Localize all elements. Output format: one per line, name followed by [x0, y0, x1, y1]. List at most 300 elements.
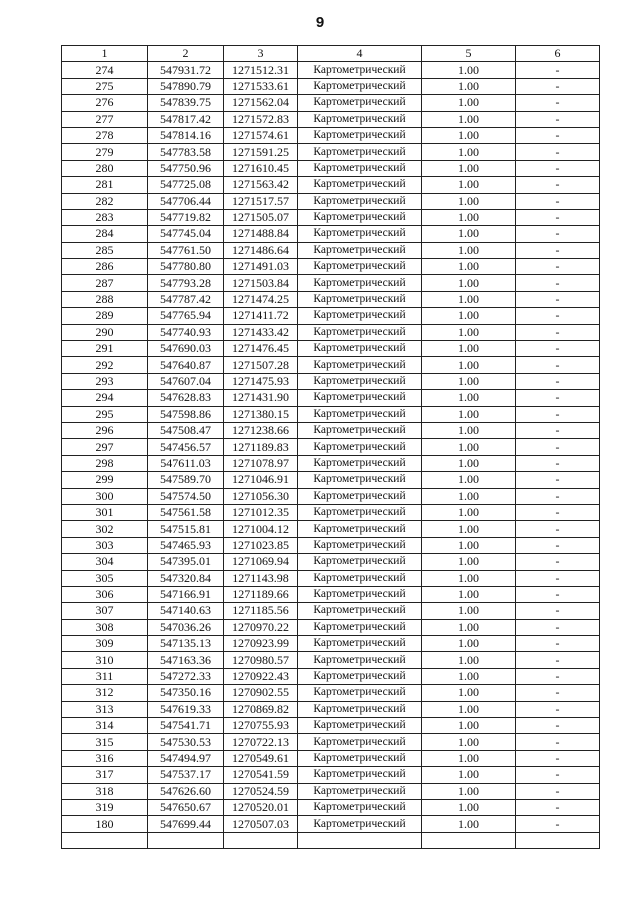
table-cell: Картометрический [298, 242, 422, 258]
table-row [62, 504, 600, 520]
table-cell: 547628.83 [148, 390, 224, 406]
table-cell: 1271562.04 [224, 95, 298, 111]
table-cell: 287 [62, 275, 148, 291]
table-cell: - [516, 455, 600, 471]
table-row [62, 177, 600, 193]
table-cell: Картометрический [298, 78, 422, 94]
table-cell: Картометрический [298, 504, 422, 520]
table-cell: 1.00 [422, 308, 516, 324]
table-cell: 1.00 [422, 783, 516, 799]
table-row [62, 783, 600, 799]
table-row [62, 603, 600, 619]
table-cell: - [516, 390, 600, 406]
table-cell: - [516, 586, 600, 602]
table-cell: - [516, 226, 600, 242]
table-cell: - [516, 521, 600, 537]
table-row [62, 291, 600, 307]
table-cell: 1271189.83 [224, 439, 298, 455]
table-cell: 547611.03 [148, 455, 224, 471]
table-cell: 547135.13 [148, 636, 224, 652]
table-cell: - [516, 422, 600, 438]
table-cell: - [516, 554, 600, 570]
table-cell: 1271572.83 [224, 111, 298, 127]
table-cell: 291 [62, 341, 148, 357]
table-cell: 1271486.64 [224, 242, 298, 258]
table-cell: 1.00 [422, 799, 516, 815]
table-cell: - [516, 160, 600, 176]
table-row [62, 521, 600, 537]
table-cell: 1271056.30 [224, 488, 298, 504]
table-cell: 547561.58 [148, 504, 224, 520]
table-cell: 316 [62, 750, 148, 766]
table-cell: 1270980.57 [224, 652, 298, 668]
table-cell: 547465.93 [148, 537, 224, 553]
table-cell: 547350.16 [148, 685, 224, 701]
table-row [62, 78, 600, 94]
table-cell: 1.00 [422, 406, 516, 422]
table-cell: 1.00 [422, 144, 516, 160]
table-cell: 1.00 [422, 209, 516, 225]
table-cell: 1271563.42 [224, 177, 298, 193]
table-cell: - [516, 472, 600, 488]
table-cell: 296 [62, 422, 148, 438]
table-cell: 305 [62, 570, 148, 586]
table-cell: 1.00 [422, 341, 516, 357]
table-cell: 1270524.59 [224, 783, 298, 799]
table-cell: - [516, 783, 600, 799]
table-cell: - [516, 357, 600, 373]
table-cell: Картометрический [298, 455, 422, 471]
table-cell: - [516, 767, 600, 783]
table-cell: 1270549.61 [224, 750, 298, 766]
table-cell: 547740.93 [148, 324, 224, 340]
table-cell: 1.00 [422, 226, 516, 242]
table-cell: 298 [62, 455, 148, 471]
table-cell: 547719.82 [148, 209, 224, 225]
table-cell: 297 [62, 439, 148, 455]
table-cell: Картометрический [298, 783, 422, 799]
table-cell: 1.00 [422, 816, 516, 832]
table-cell: Картометрический [298, 636, 422, 652]
table-cell: 547140.63 [148, 603, 224, 619]
table-cell: 547626.60 [148, 783, 224, 799]
table-cell: 1.00 [422, 718, 516, 734]
table-cell: 311 [62, 668, 148, 684]
table-cell: 1270722.13 [224, 734, 298, 750]
table-row [62, 144, 600, 160]
table-cell: 1271012.35 [224, 504, 298, 520]
table-cell: - [516, 127, 600, 143]
table-cell: 303 [62, 537, 148, 553]
table-cell: - [516, 734, 600, 750]
table-cell: Картометрический [298, 586, 422, 602]
table-cell: 1.00 [422, 111, 516, 127]
table-cell: Картометрический [298, 357, 422, 373]
table-cell: 1.00 [422, 734, 516, 750]
table-cell: 547598.86 [148, 406, 224, 422]
table-row [62, 341, 600, 357]
table-cell: - [516, 619, 600, 635]
table-row [62, 652, 600, 668]
table-row [62, 259, 600, 275]
table-cell: 547607.04 [148, 373, 224, 389]
table-cell: - [516, 341, 600, 357]
table-cell: 289 [62, 308, 148, 324]
table-cell: 1271431.90 [224, 390, 298, 406]
table-cell: 286 [62, 259, 148, 275]
table-cell: Картометрический [298, 701, 422, 717]
table-cell: Картометрический [298, 734, 422, 750]
table-cell: 1.00 [422, 78, 516, 94]
table-cell: 547537.17 [148, 767, 224, 783]
table-cell: Картометрический [298, 406, 422, 422]
table-cell: 1271517.57 [224, 193, 298, 209]
table-row [62, 390, 600, 406]
table-cell: 547839.75 [148, 95, 224, 111]
column-header: 6 [516, 46, 600, 62]
table-cell: 319 [62, 799, 148, 815]
table-row [62, 439, 600, 455]
table-row [62, 455, 600, 471]
table-cell: 1270507.03 [224, 816, 298, 832]
table-cell: Картометрический [298, 259, 422, 275]
table-cell: 1.00 [422, 373, 516, 389]
table-cell [148, 832, 224, 848]
table-row [62, 570, 600, 586]
table-cell: 1271488.84 [224, 226, 298, 242]
table-cell: 280 [62, 160, 148, 176]
table-cell: 547036.26 [148, 619, 224, 635]
table-cell: 1271238.66 [224, 422, 298, 438]
table-cell: 292 [62, 357, 148, 373]
table-cell: 1271512.31 [224, 62, 298, 78]
column-header: 4 [298, 46, 422, 62]
table-cell: 1271023.85 [224, 537, 298, 553]
table-cell: 1270755.93 [224, 718, 298, 734]
table-cell: Картометрический [298, 799, 422, 815]
table-cell: Картометрический [298, 111, 422, 127]
table-cell: Картометрический [298, 603, 422, 619]
table-row [62, 209, 600, 225]
table-cell: - [516, 750, 600, 766]
table-cell: 309 [62, 636, 148, 652]
table-cell: 1.00 [422, 390, 516, 406]
table-cell: Картометрический [298, 373, 422, 389]
table-cell: - [516, 209, 600, 225]
table-cell: Картометрический [298, 816, 422, 832]
table-cell: Картометрический [298, 160, 422, 176]
table-cell: Картометрический [298, 193, 422, 209]
table-cell: - [516, 111, 600, 127]
table-row [62, 127, 600, 143]
table-cell [298, 832, 422, 848]
table-cell: - [516, 291, 600, 307]
table-cell: 547619.33 [148, 701, 224, 717]
table-cell: - [516, 308, 600, 324]
column-header: 1 [62, 46, 148, 62]
table-cell: 1.00 [422, 472, 516, 488]
table-cell [422, 832, 516, 848]
table-cell: 1271380.15 [224, 406, 298, 422]
table-cell: 1271491.03 [224, 259, 298, 275]
table-row [62, 160, 600, 176]
table-cell: 283 [62, 209, 148, 225]
table-row [62, 357, 600, 373]
table-row [62, 619, 600, 635]
table-cell: 1271591.25 [224, 144, 298, 160]
table-cell: 317 [62, 767, 148, 783]
table-cell: 1.00 [422, 554, 516, 570]
table-cell: 547699.44 [148, 816, 224, 832]
table-cell: 547780.80 [148, 259, 224, 275]
table-row [62, 242, 600, 258]
table-cell: 547530.53 [148, 734, 224, 750]
table-row [62, 734, 600, 750]
table-row [62, 586, 600, 602]
table-cell: 1270923.99 [224, 636, 298, 652]
table-cell: - [516, 406, 600, 422]
table-cell: 1270869.82 [224, 701, 298, 717]
table-cell: Картометрический [298, 767, 422, 783]
table-cell: 299 [62, 472, 148, 488]
table-cell: 1271433.42 [224, 324, 298, 340]
table-cell: 1271069.94 [224, 554, 298, 570]
table-row [62, 308, 600, 324]
table-row [62, 111, 600, 127]
table-cell: 1.00 [422, 193, 516, 209]
table-cell: 1.00 [422, 62, 516, 78]
table-cell: Картометрический [298, 488, 422, 504]
table-cell [62, 832, 148, 848]
table-cell: - [516, 324, 600, 340]
table-cell: 1270520.01 [224, 799, 298, 815]
table-cell: Картометрический [298, 275, 422, 291]
column-header: 2 [148, 46, 224, 62]
table-cell: 1271505.07 [224, 209, 298, 225]
table-cell: 1271574.61 [224, 127, 298, 143]
table-cell: - [516, 603, 600, 619]
table-cell: Картометрический [298, 144, 422, 160]
table-cell: - [516, 95, 600, 111]
table-cell: 275 [62, 78, 148, 94]
table-cell: 1271189.66 [224, 586, 298, 602]
table-cell: - [516, 488, 600, 504]
table-cell: 1270541.59 [224, 767, 298, 783]
table-cell: 547750.96 [148, 160, 224, 176]
table-cell: 1.00 [422, 127, 516, 143]
table-cell: 547765.94 [148, 308, 224, 324]
table-cell: - [516, 439, 600, 455]
table-cell: 1271004.12 [224, 521, 298, 537]
table-cell: 1271533.61 [224, 78, 298, 94]
table-cell: 310 [62, 652, 148, 668]
table-cell: 1.00 [422, 570, 516, 586]
table-cell: - [516, 504, 600, 520]
table-cell: 1271503.84 [224, 275, 298, 291]
table-cell: 547783.58 [148, 144, 224, 160]
table-cell: Картометрический [298, 554, 422, 570]
table-cell: 1.00 [422, 668, 516, 684]
table-cell: - [516, 652, 600, 668]
table-cell: Картометрический [298, 472, 422, 488]
table-cell: 308 [62, 619, 148, 635]
table-cell: 314 [62, 718, 148, 734]
table-cell: Картометрический [298, 127, 422, 143]
table-cell: Картометрический [298, 95, 422, 111]
table-header-row [62, 46, 600, 62]
table-cell: - [516, 373, 600, 389]
table-cell: 288 [62, 291, 148, 307]
table-cell: 547541.71 [148, 718, 224, 734]
table-row [62, 718, 600, 734]
table-cell: 547725.08 [148, 177, 224, 193]
table-cell: 547890.79 [148, 78, 224, 94]
table-cell: 1.00 [422, 701, 516, 717]
table-cell: 1.00 [422, 439, 516, 455]
table-cell: Картометрический [298, 324, 422, 340]
table-cell: 547745.04 [148, 226, 224, 242]
table-cell: 294 [62, 390, 148, 406]
table-cell [224, 832, 298, 848]
table-cell: - [516, 259, 600, 275]
table-cell: Картометрический [298, 537, 422, 553]
table-cell: 547690.03 [148, 341, 224, 357]
table-row [62, 799, 600, 815]
table-cell: 276 [62, 95, 148, 111]
table-cell: 547456.57 [148, 439, 224, 455]
table-row [62, 668, 600, 684]
table-cell: 290 [62, 324, 148, 340]
table-cell: 1.00 [422, 636, 516, 652]
table-cell: 285 [62, 242, 148, 258]
table-cell: 295 [62, 406, 148, 422]
table-cell: 1.00 [422, 291, 516, 307]
table-row [62, 832, 600, 848]
table-cell: Картометрический [298, 521, 422, 537]
table-cell: 547574.50 [148, 488, 224, 504]
table-cell: Картометрический [298, 718, 422, 734]
table-cell: 1271411.72 [224, 308, 298, 324]
table-cell: - [516, 570, 600, 586]
table-cell: 1.00 [422, 488, 516, 504]
table-row [62, 193, 600, 209]
table-cell: 547817.42 [148, 111, 224, 127]
table-row [62, 554, 600, 570]
table-cell: 1.00 [422, 242, 516, 258]
table-cell: 547640.87 [148, 357, 224, 373]
table-cell: Картометрический [298, 341, 422, 357]
table-cell: 277 [62, 111, 148, 127]
table-cell: - [516, 193, 600, 209]
table-cell: 547508.47 [148, 422, 224, 438]
table-cell [516, 832, 600, 848]
table-cell: 180 [62, 816, 148, 832]
table-cell: 547163.36 [148, 652, 224, 668]
table-row [62, 62, 600, 78]
table-cell: Картометрический [298, 62, 422, 78]
table-cell: 312 [62, 685, 148, 701]
table-cell: 284 [62, 226, 148, 242]
table-cell: 547395.01 [148, 554, 224, 570]
table-row [62, 275, 600, 291]
table-cell: 318 [62, 783, 148, 799]
table-row [62, 406, 600, 422]
table-cell: 547494.97 [148, 750, 224, 766]
table-cell: 307 [62, 603, 148, 619]
table-cell: 304 [62, 554, 148, 570]
table-cell: 315 [62, 734, 148, 750]
table-cell: Картометрический [298, 291, 422, 307]
table-cell: - [516, 718, 600, 734]
column-header: 5 [422, 46, 516, 62]
table-row [62, 816, 600, 832]
table-cell: - [516, 537, 600, 553]
table-cell: 1.00 [422, 521, 516, 537]
table-cell: Картометрический [298, 685, 422, 701]
table-cell: - [516, 685, 600, 701]
table-cell: - [516, 275, 600, 291]
table-cell: Картометрический [298, 619, 422, 635]
table-cell: Картометрический [298, 652, 422, 668]
table-cell: 1.00 [422, 504, 516, 520]
table-cell: 547166.91 [148, 586, 224, 602]
table-cell: - [516, 78, 600, 94]
table-cell: 1271610.45 [224, 160, 298, 176]
table-cell: - [516, 242, 600, 258]
table-cell: 547706.44 [148, 193, 224, 209]
table-cell: Картометрический [298, 390, 422, 406]
table-cell: 1.00 [422, 619, 516, 635]
table-cell: 306 [62, 586, 148, 602]
table-cell: - [516, 668, 600, 684]
table-cell: Картометрический [298, 668, 422, 684]
table-cell: 313 [62, 701, 148, 717]
table-cell: 547814.16 [148, 127, 224, 143]
table-cell: 1271476.45 [224, 341, 298, 357]
table-cell: 1271143.98 [224, 570, 298, 586]
table-row [62, 488, 600, 504]
table-cell: 1.00 [422, 177, 516, 193]
table-cell: 301 [62, 504, 148, 520]
table-cell: Картометрический [298, 439, 422, 455]
table-cell: Картометрический [298, 209, 422, 225]
table-row [62, 472, 600, 488]
table-cell: 274 [62, 62, 148, 78]
table-cell: 1.00 [422, 603, 516, 619]
table-cell: 1271507.28 [224, 357, 298, 373]
table-cell: 1.00 [422, 767, 516, 783]
table-body [62, 62, 600, 849]
table-row [62, 422, 600, 438]
table-cell: 300 [62, 488, 148, 504]
table-cell: 1.00 [422, 455, 516, 471]
table-cell: 281 [62, 177, 148, 193]
table-cell: - [516, 816, 600, 832]
table-cell: 1271046.91 [224, 472, 298, 488]
table-cell: Картометрический [298, 226, 422, 242]
table-row [62, 685, 600, 701]
table-cell: 1.00 [422, 537, 516, 553]
table-row [62, 226, 600, 242]
table-cell: 1.00 [422, 422, 516, 438]
table-cell: Картометрический [298, 750, 422, 766]
table-cell: 1271475.93 [224, 373, 298, 389]
table-row [62, 324, 600, 340]
table-row [62, 701, 600, 717]
table-cell: - [516, 701, 600, 717]
table-cell: Картометрический [298, 570, 422, 586]
table-cell: - [516, 799, 600, 815]
